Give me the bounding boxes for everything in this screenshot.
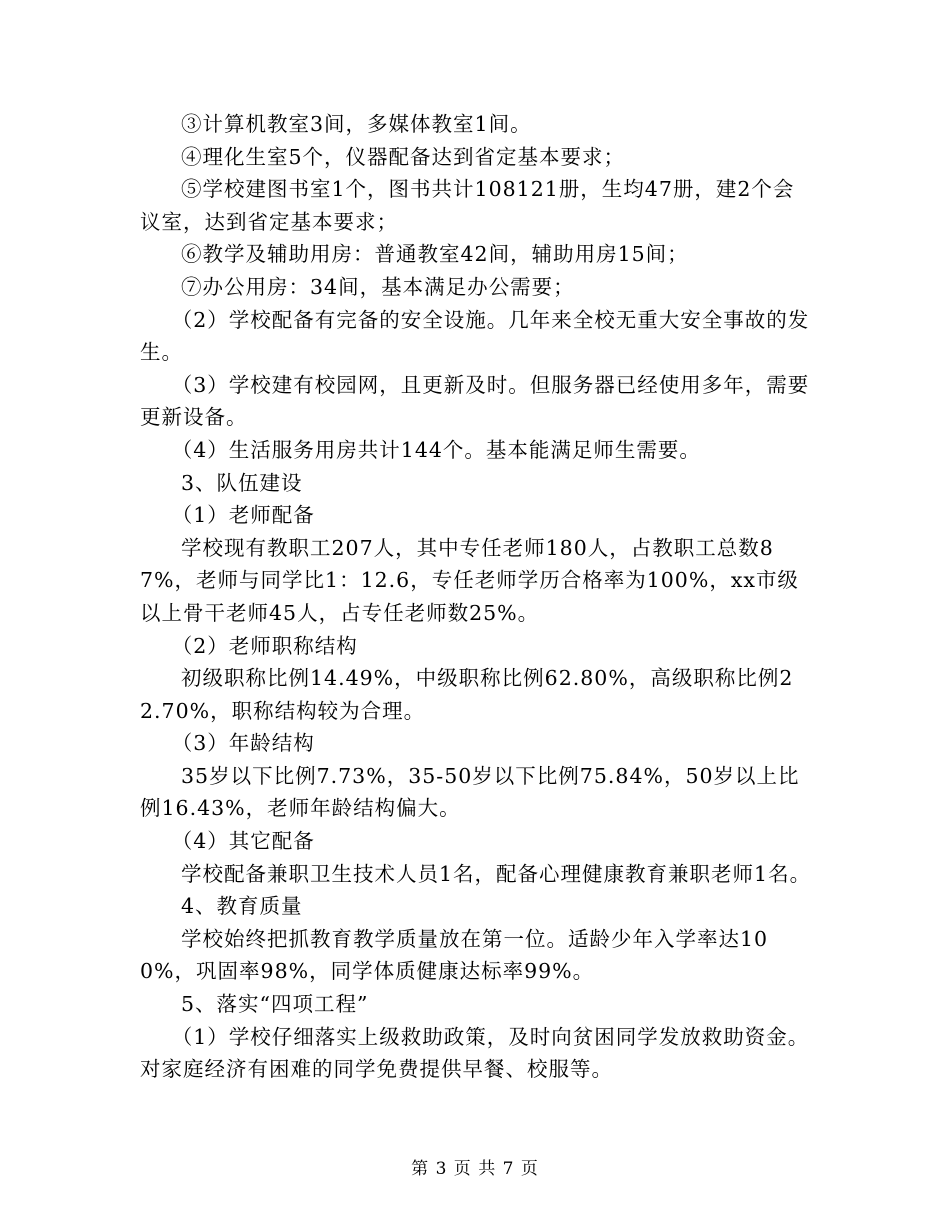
paragraph-3: ⑤学校建图书室1个，图书共计108121册，生均47册，建2个会议室，达到省定基本要求； <box>140 177 795 234</box>
paragraph-13: 初级职称比例14.49%，中级职称比例62.80%，高级职称比例22.70%，职称结构较为合理。 <box>140 666 794 723</box>
paragraph-7: （3）学校建有校园网，且更新及时。但服务器已经使用多年，需要更新设备。 <box>140 372 810 430</box>
document-body <box>140 108 812 1086</box>
paragraph-15: 35岁以下比例7.73%，35-50岁以下比例75.84%，50岁以上比例16.43%，老师年龄结构偏大。 <box>140 763 800 821</box>
paragraph-11: 学校现有教职工207人，其中专任老师180人，占教职工总数87%，老师与同学比1：12.6，专任老师学历合格率为100%，xx市级以上骨干老师45人，占专任老师数25%。 <box>140 535 799 625</box>
subheading-age-structure: （3）年龄结构 <box>171 731 315 756</box>
section-heading-4: 4、教育质量 <box>181 894 303 919</box>
subheading-title-structure: （2）老师职称结构 <box>171 633 358 658</box>
paragraph-8: （4）生活服务用房共计144个。基本能满足师生需要。 <box>171 437 701 462</box>
subheading-other-staffing: （4）其它配备 <box>171 829 315 854</box>
paragraph-4: ⑥教学及辅助用房：普通教室42间，辅助用房15间； <box>181 242 689 267</box>
paragraph-17: 学校配备兼职卫生技术人员1名，配备心理健康教育兼职老师1名。 <box>181 861 812 886</box>
paragraph-2: ④理化生室5个，仪器配备达到省定基本要求； <box>181 144 626 169</box>
page-footer: 第 3 页 共 7 页 <box>411 1159 539 1179</box>
subheading-teacher-staffing: （1）老师配备 <box>171 503 315 528</box>
paragraph-21: （1）学校仔细落实上级救助政策，及时向贫困同学发放救助资金。对家庭经济有困难的同学免费提供早餐、校服等。 <box>140 1024 810 1082</box>
section-heading-5: 5、落实“四项工程” <box>181 992 369 1017</box>
paragraph-6: （2）学校配备有完备的安全设施。几年来全校无重大安全事故的发生。 <box>140 307 810 365</box>
paragraph-5: ⑦办公用房：34间，基本满足办公需要； <box>181 274 575 299</box>
section-heading-3: 3、队伍建设 <box>181 470 303 495</box>
paragraph-1: ③计算机教室3间，多媒体教室1间。 <box>181 112 532 136</box>
paragraph-19: 学校始终把抓教育教学质量放在第一位。适龄少年入学率达100%，巩固率98%，同学体质健康达标率99%。 <box>140 926 769 984</box>
